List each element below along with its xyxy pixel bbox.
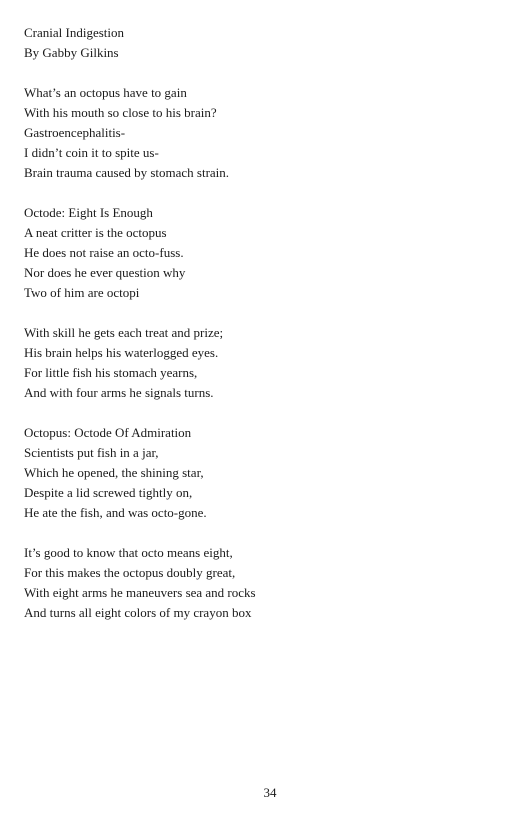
poem-line: It’s good to know that octo means eight, — [24, 545, 233, 560]
poem-line: His brain helps his waterlogged eyes. — [24, 345, 219, 360]
poem-line: Brain trauma caused by stomach strain. — [24, 165, 230, 180]
poem-line: A neat critter is the octopus — [24, 225, 167, 240]
poem-line: Despite a lid screwed tightly on, — [24, 485, 193, 500]
stanza-1 — [24, 83, 504, 183]
stanza-2 — [24, 203, 504, 303]
title-block — [24, 23, 504, 63]
poem-line: He ate the fish, and was octo-gone. — [24, 505, 207, 520]
stanza-3 — [24, 323, 504, 403]
poem-line: For little fish his stomach yearns, — [24, 365, 198, 380]
poem-line: And turns all eight colors of my crayon box — [24, 605, 252, 620]
poem-line: He does not raise an octo-fuss. — [24, 245, 184, 260]
section-heading: Octode: Eight Is Enough — [24, 205, 153, 220]
poem-line: What’s an octopus have to gain — [24, 85, 187, 100]
poem-title: Cranial Indigestion — [24, 25, 125, 40]
poem-line: And with four arms he signals turns. — [24, 385, 214, 400]
poem-line: Nor does he ever question why — [24, 265, 186, 280]
section-heading: Octopus: Octode Of Admiration — [24, 425, 192, 440]
poem-line: With skill he gets each treat and prize; — [24, 325, 224, 340]
stanza-5 — [24, 543, 504, 623]
poem-line: Two of him are octopi — [24, 285, 140, 300]
stanza-4 — [24, 423, 504, 523]
poem-line: Gastroencephalitis- — [24, 125, 126, 140]
poem-line: For this makes the octopus doubly great, — [24, 565, 236, 580]
poem-line: Which he opened, the shining star, — [24, 465, 204, 480]
poem-line: Scientists put fish in a jar, — [24, 445, 159, 460]
author-byline: By Gabby Gilkins — [24, 45, 119, 60]
poem-line: With eight arms he maneuvers sea and rocks — [24, 585, 256, 600]
poem-line: I didn’t coin it to spite us- — [24, 145, 159, 160]
poem-line: With his mouth so close to his brain? — [24, 105, 217, 120]
page-number: 34 — [263, 785, 277, 800]
page-body — [24, 23, 504, 643]
